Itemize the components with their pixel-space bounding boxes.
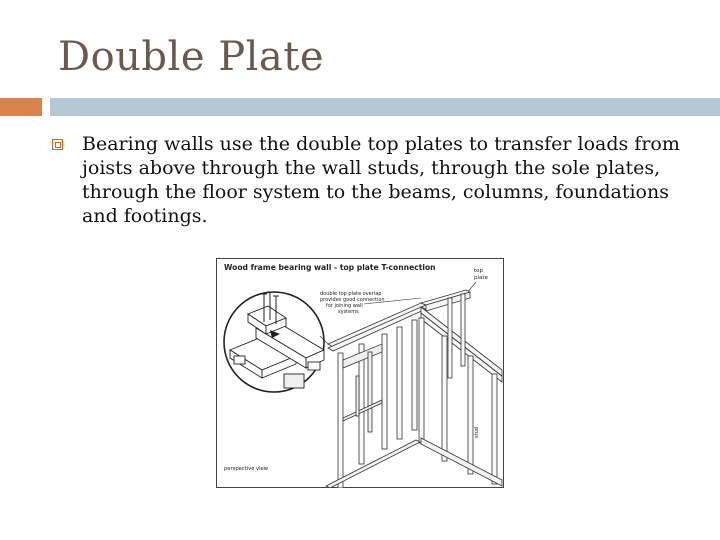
callout-line-2: provides good connection bbox=[320, 297, 385, 303]
framing-diagram bbox=[216, 258, 504, 488]
square-bullet-icon bbox=[52, 139, 63, 150]
detail-circle bbox=[224, 292, 324, 392]
callout-line-1: double top plate overlap bbox=[320, 291, 382, 297]
wall-framing-illustration bbox=[216, 258, 504, 488]
bullet-text: Bearing walls use the double top plates to transfer loads from joists above through the wall studs, through the sole plates, through the floor system to the beams, columns, foundations and footings. bbox=[82, 133, 680, 227]
callout-line-3: for joining wall bbox=[326, 303, 363, 309]
nail-marks bbox=[261, 292, 279, 324]
label-view: perspective view bbox=[224, 466, 268, 472]
label-top-plate-1: top bbox=[474, 268, 484, 274]
callout-line-4: systems bbox=[338, 309, 359, 315]
slide-title: Double Plate bbox=[58, 34, 324, 80]
accent-bar-blue bbox=[50, 98, 720, 116]
accent-bar-orange bbox=[0, 98, 42, 116]
bullet-item bbox=[52, 132, 692, 228]
figure-title: Wood frame bearing wall - top plate T-connection bbox=[224, 263, 436, 272]
label-stud: stud bbox=[474, 427, 480, 438]
label-top-plate-2: plate bbox=[474, 275, 488, 281]
accent-bar bbox=[0, 98, 720, 116]
